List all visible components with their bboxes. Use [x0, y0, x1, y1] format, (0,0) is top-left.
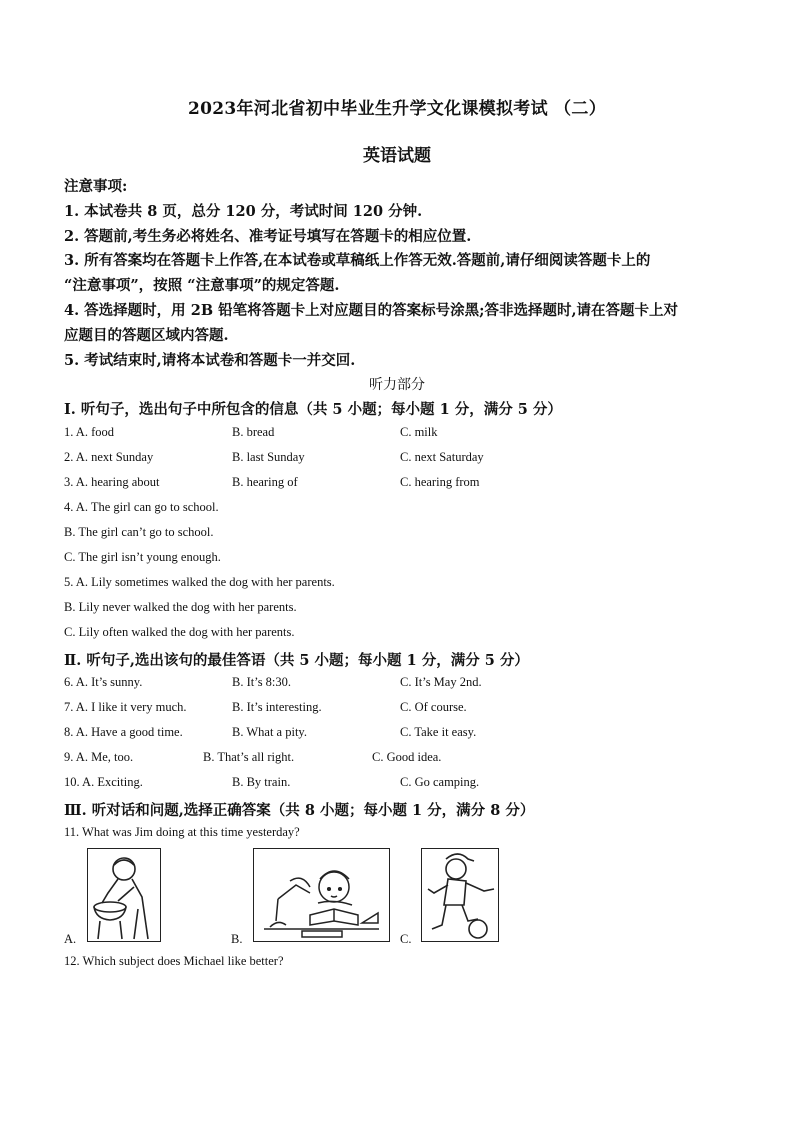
q1-option-c: C. milk — [400, 425, 438, 439]
notice-line-1: 1. 本试卷共 8 页，总分 120 分，考试时间 120 分钟. — [64, 203, 423, 220]
q11-picture-b — [253, 848, 390, 942]
exam-subtitle: 英语试题 — [363, 146, 431, 166]
q10-option-c: C. Go camping. — [400, 775, 480, 789]
q2-option-b: B. last Sunday — [232, 450, 305, 464]
boy-washing-icon — [88, 849, 160, 941]
q11-picture-c — [421, 848, 499, 942]
notice-line-3-cont: “注意事项”，按照 “注意事项”的规定答题. — [64, 277, 340, 294]
q3-option-a: 3. A. hearing about — [64, 475, 160, 489]
section-3-heading: Ⅲ. 听对话和问题,选择正确答案（共 8 小题；每小题 1 分，满分 8 分） — [64, 802, 535, 819]
q1-option-b: B. bread — [232, 425, 275, 439]
q9-option-a: 9. A. Me, too. — [64, 750, 134, 764]
q12-question: 12. Which subject does Michael like better? — [64, 954, 284, 968]
q8-option-b: B. What a pity. — [232, 725, 307, 739]
q8-option-a: 8. A. Have a good time. — [64, 725, 183, 739]
q4-option-a: 4. A. The girl can go to school. — [64, 500, 219, 514]
q9-option-b: B. That’s all right. — [203, 750, 295, 764]
listening-part-title: 听力部分 — [369, 377, 425, 393]
boy-studying-icon — [254, 849, 389, 941]
q5-option-b: B. Lily never walked the dog with her parents. — [64, 600, 297, 614]
q2-option-c: C. next Saturday — [400, 450, 484, 464]
q11-question: 11. What was Jim doing at this time yesterday? — [64, 825, 300, 839]
q11-label-b: B. — [231, 932, 243, 946]
q8-option-c: C. Take it easy. — [400, 725, 477, 739]
q3-option-b: B. hearing of — [232, 475, 298, 489]
exam-title: 2023年河北省初中毕业生升学文化课模拟考试 （二） — [187, 99, 607, 119]
notice-line-3: 3. 所有答案均在答题卡上作答,在本试卷或草稿纸上作答无效.答题前,请仔细阅读答题卡上的 — [64, 252, 651, 269]
notice-line-4: 4. 答选择题时，用 2B 铅笔将答题卡上对应题目的答案标号涂黑;答非选择题时,请在答题卡上对 — [64, 302, 679, 319]
q7-option-c: C. Of course. — [400, 700, 467, 714]
q7-option-b: B. It’s interesting. — [232, 700, 322, 714]
q1-option-a: 1. A. food — [64, 425, 114, 439]
q6-option-c: C. It’s May 2nd. — [400, 675, 482, 689]
q10-option-a: 10. A. Exciting. — [64, 775, 143, 789]
notice-line-4-cont: 应题目的答题区域内答题. — [64, 327, 229, 344]
notice-heading: 注意事项: — [64, 178, 128, 195]
boy-playing-football-icon — [422, 849, 498, 941]
q11-label-a: A. — [64, 932, 77, 946]
q4-option-b: B. The girl can’t go to school. — [64, 525, 214, 539]
notice-line-5: 5. 考试结束时,请将本试卷和答题卡一并交回. — [64, 352, 356, 369]
q10-option-b: B. By train. — [232, 775, 291, 789]
q4-option-c: C. The girl isn’t young enough. — [64, 550, 221, 564]
q11-picture-a — [87, 848, 161, 942]
q5-option-c: C. Lily often walked the dog with her parents. — [64, 625, 295, 639]
section-1-heading: Ⅰ. 听句子，选出句子中所包含的信息（共 5 小题；每小题 1 分，满分 5 分） — [64, 401, 562, 418]
q6-option-b: B. It’s 8:30. — [232, 675, 292, 689]
section-2-heading: Ⅱ. 听句子,选出该句的最佳答语（共 5 小题；每小题 1 分，满分 5 分） — [64, 652, 529, 669]
q6-option-a: 6. A. It’s sunny. — [64, 675, 143, 689]
q5-option-a: 5. A. Lily sometimes walked the dog with her parents. — [64, 575, 335, 589]
q2-option-a: 2. A. next Sunday — [64, 450, 154, 464]
q11-label-c: C. — [400, 932, 412, 946]
q9-option-c: C. Good idea. — [372, 750, 442, 764]
q3-option-c: C. hearing from — [400, 475, 480, 489]
notice-line-2: 2. 答题前,考生务必将姓名、准考证号填写在答题卡的相应位置. — [64, 228, 472, 245]
q7-option-a: 7. A. I like it very much. — [64, 700, 187, 714]
